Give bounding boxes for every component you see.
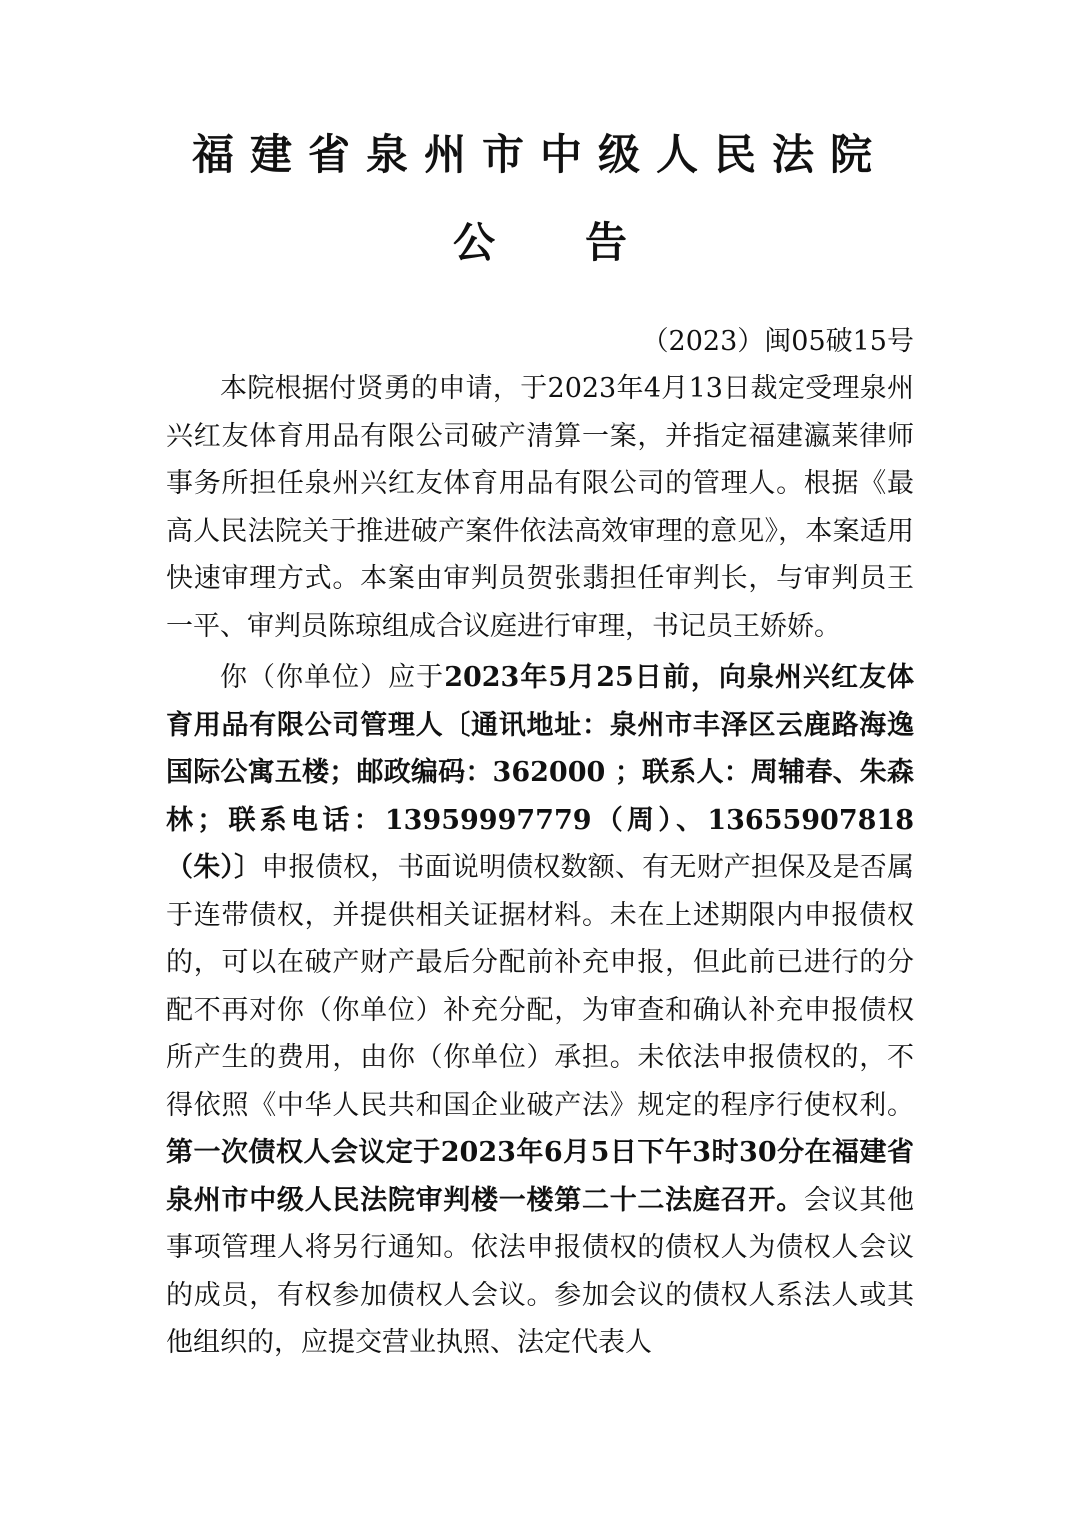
first-creditors-meeting: 第一次债权人会议定于2023年6月5日下午3时30分在福建省泉州市中级人民法院审判楼一楼第二十二法庭召开。 [166, 1137, 914, 1216]
meeting-details: 会议其他事项管理人将另行通知。依法申报债权的债权人为债权人会议的成员，有权参加债权人会议。参加会议的债权人系法人或其他组织的，应提交营业执照、法定代表人 [166, 1184, 915, 1358]
case-number: （2023）闽05破15号 [641, 326, 914, 357]
claims-intro: 你（你单位）应于 [220, 662, 445, 693]
court-name-title: 福建省泉州市中级人民法院 [191, 130, 888, 179]
paragraph-claims [166, 654, 914, 1367]
paragraph-acceptance: 本院根据付贤勇的申请，于2023年4月13日裁定受理泉州兴红友体育用品有限公司破产清算一案，并指定福建瀛莱律师事务所担任泉州兴红友体育用品有限公司的管理人。根据《最高人民法院关于推进破产案件依法高效审理的意见》，本案适用快速审理方式。本案由审判员贺张翡担任审判长，与审判员王一平、审判员陈琼组成合议庭进行审理，书记员王娇娇。 [166, 373, 914, 642]
notice-body [166, 365, 914, 1367]
notice-heading: 公告 [452, 218, 717, 267]
claims-instructions: 申报债权，书面说明债权数额、有无财产担保及是否属于连带债权，并提供相关证据材料。未在上述期限内申报债权的，可以在破产财产最后分配前补充申报，但此前已进行的分配不再对你（你单位）补充分配，为审查和确认补充申报债权所产生的费用，由你（你单位）承担。未依法申报债权的，不得依照《中华人民共和国企业破产法》规定的程序行使权利。 [166, 852, 915, 1121]
claims-deadline-contact: 2023年5月25日前，向泉州兴红友体育用品有限公司管理人〔通讯地址：泉州市丰泽区云鹿路海逸国际公寓五楼；邮政编码：362000 ；联系人：周辅春、朱森林；联系电话：13959997779（周）、13655907818（朱）〕 [166, 662, 915, 883]
